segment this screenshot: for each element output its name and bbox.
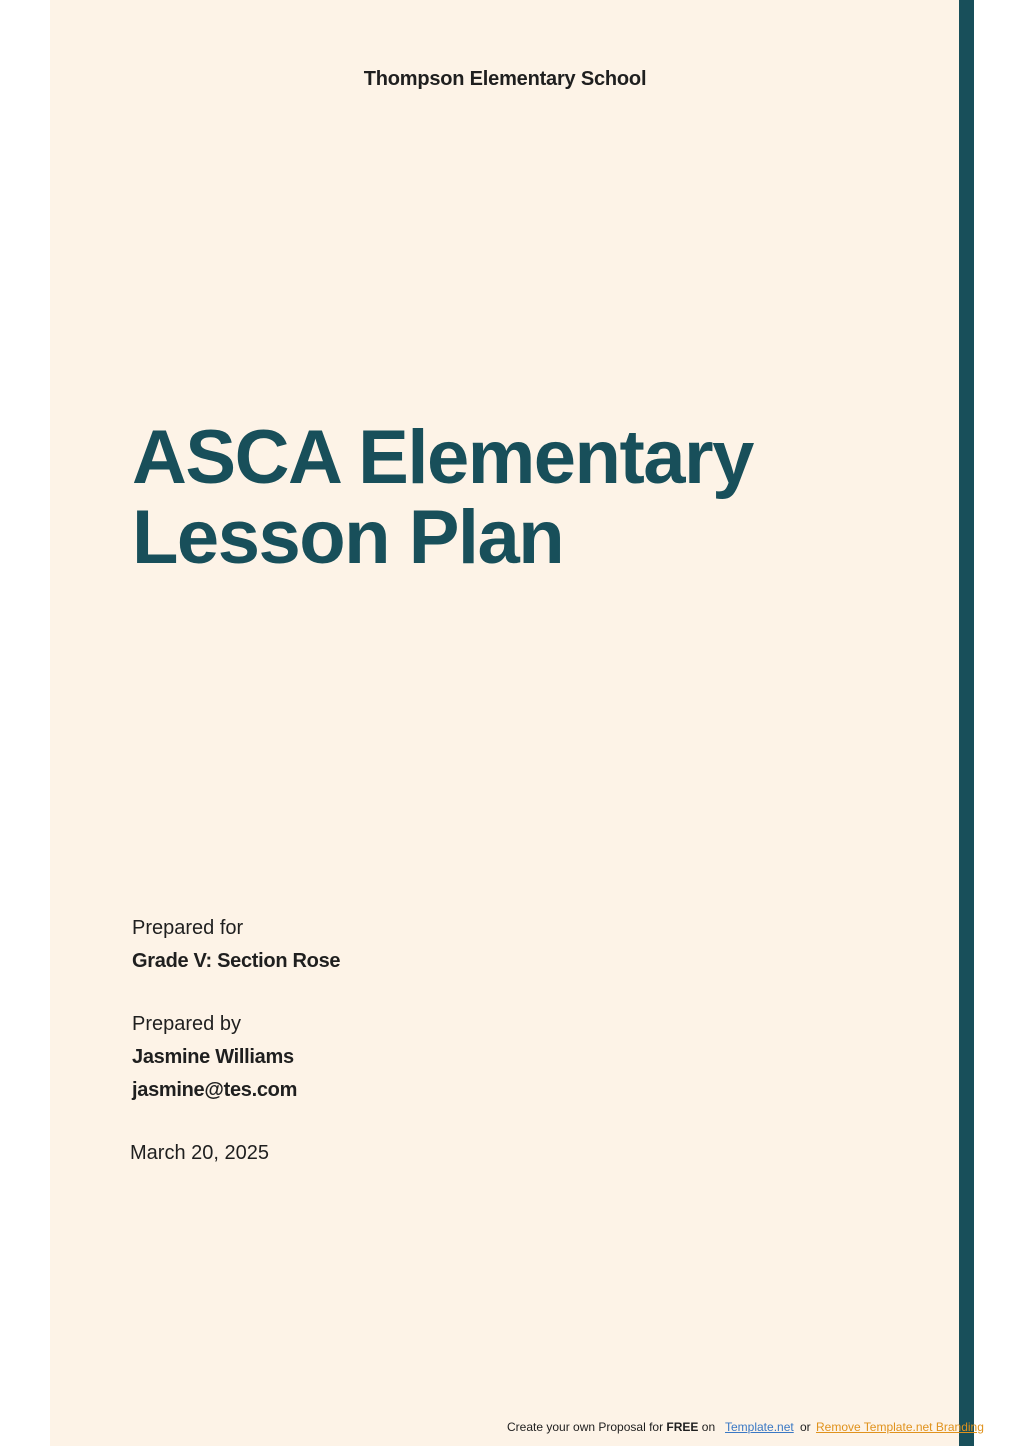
template-net-link[interactable]: Template.net bbox=[725, 1420, 794, 1434]
prepared-for-value: Grade V: Section Rose bbox=[132, 950, 341, 972]
prepared-by-name: Jasmine Williams bbox=[132, 1046, 294, 1068]
prepared-by-email: jasmine@tes.com bbox=[132, 1079, 298, 1101]
school-name: Thompson Elementary School bbox=[363, 68, 647, 90]
document-title bbox=[132, 415, 753, 580]
footer-free-text: FREE bbox=[666, 1420, 699, 1434]
document-page bbox=[50, 0, 959, 1446]
remove-branding-link[interactable]: Remove Template.net Branding bbox=[816, 1420, 984, 1434]
accent-side-bar bbox=[959, 0, 974, 1446]
branding-footer bbox=[507, 1420, 984, 1434]
footer-create-text: Create your own Proposal for bbox=[507, 1420, 667, 1434]
prepared-for-label: Prepared for bbox=[132, 917, 244, 939]
document-title-line-2: Lesson Plan bbox=[132, 495, 564, 580]
prepared-by-label: Prepared by bbox=[132, 1013, 241, 1035]
footer-or-text: or bbox=[800, 1420, 811, 1434]
document-date: March 20, 2025 bbox=[130, 1142, 269, 1164]
footer-on-text: on bbox=[701, 1420, 716, 1434]
document-title-line-1: ASCA Elementary bbox=[132, 415, 753, 500]
